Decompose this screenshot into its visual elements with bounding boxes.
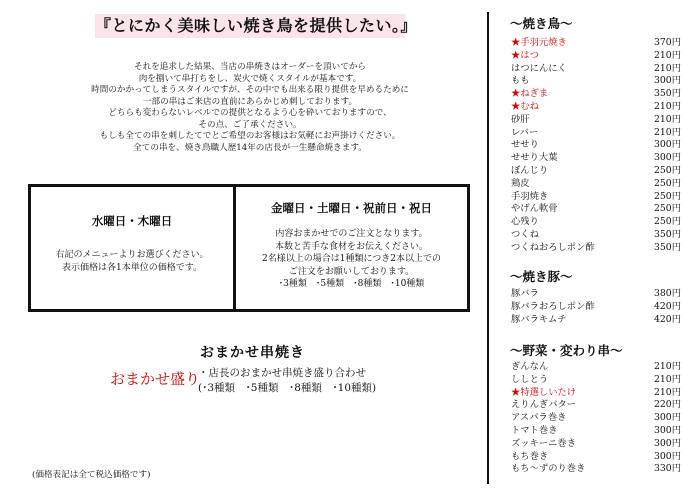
- menu-item-label: [511, 242, 595, 255]
- menu-item-price: 300円: [653, 450, 681, 462]
- menu-item: [511, 203, 681, 216]
- menu-item-label: [511, 387, 576, 400]
- menu-item-name: つくねおろしポン酢: [511, 241, 595, 253]
- pork-list: [511, 288, 681, 326]
- menu-item-name: 心残り: [511, 216, 539, 228]
- menu-item-price: 210円: [653, 49, 681, 61]
- intro-line: 肉を捌いて串打ちをし、炭火で焼くスタイルが基本です。: [138, 73, 362, 84]
- menu-item: [511, 314, 681, 327]
- menu-item-name: もち～ずのり巻き: [511, 463, 586, 475]
- menu-item-name: はつにんにく: [511, 62, 567, 74]
- menu-item: [511, 178, 681, 191]
- menu-item-price: 210円: [653, 361, 681, 372]
- menu-item-label: [511, 63, 567, 76]
- weekend-line: 本数と苦手な食材をお伝えください。: [274, 241, 428, 252]
- menu-item: [511, 165, 681, 178]
- menu-item-label: [511, 152, 558, 165]
- menu-item: [511, 229, 681, 242]
- menu-item-price: 300円: [653, 75, 681, 87]
- menu-item-price: 300円: [653, 424, 681, 436]
- menu-item: [511, 301, 681, 314]
- menu-item-name: 豚バラ: [511, 288, 539, 299]
- menu-item-label: [511, 101, 539, 114]
- menu-item: [511, 114, 681, 127]
- menu-item-price: 250円: [653, 177, 681, 189]
- intro-line: 時間のかかってしまうスタイルですが、その中でも出来る限り提供を早めるために: [91, 85, 409, 95]
- menu-item-price: 220円: [653, 399, 681, 411]
- menu-item-label: [511, 165, 548, 178]
- menu-item-label: [511, 203, 558, 216]
- menu-item: [511, 75, 681, 88]
- menu-item-label: [511, 75, 530, 88]
- star-icon: ★: [511, 88, 521, 100]
- menu-item-label: [511, 191, 548, 204]
- menu-item-name: もち巻き: [511, 450, 549, 462]
- menu-item-price: 210円: [653, 62, 681, 74]
- menu-item-price: 300円: [653, 412, 681, 424]
- menu-item-label: [511, 50, 539, 63]
- menu-item: [511, 425, 681, 438]
- weekday-line: 表示価格は各1本単位の価格です。: [61, 262, 202, 273]
- weekend-line: ご注文をお願いしております。: [288, 266, 415, 277]
- menu-item: [511, 50, 681, 63]
- weekend-line: 内容おまかせでのご注文となります。: [275, 229, 428, 239]
- menu-item-price: 330円: [653, 463, 681, 475]
- intro-line: 全ての串を、焼き鳥職人歴14年の店長が一生懸命焼きます。: [133, 142, 367, 153]
- menu-item-name: ぎんなん: [511, 361, 549, 372]
- menu-item-name: ねぎま: [520, 88, 549, 100]
- star-icon: ★: [511, 37, 521, 48]
- menu-item-name: 豚バラおろしポン酢: [511, 300, 595, 312]
- menu-item-name: もも: [511, 75, 530, 87]
- menu-item: [511, 438, 681, 451]
- menu-item-price: 380円: [653, 288, 681, 299]
- menu-item-price: 250円: [653, 164, 681, 176]
- menu-item: [511, 463, 681, 476]
- menu-item: [511, 127, 681, 140]
- menu-item-name: ぼんじり: [511, 164, 549, 176]
- menu-item-label: [511, 314, 567, 327]
- menu-item-price: 420円: [653, 300, 681, 312]
- menu-item-price: 210円: [653, 113, 681, 125]
- menu-item-price: 370円: [653, 37, 681, 48]
- menu-item-price: 250円: [653, 190, 681, 202]
- menu-item: [511, 101, 681, 114]
- menu-item-label: [511, 178, 530, 191]
- menu-item: [511, 216, 681, 229]
- menu-item-label: [511, 412, 566, 425]
- intro-line: 一部の串はご来店の直前にあらかじめ刺しております。: [142, 96, 358, 107]
- menu-item: [511, 37, 681, 50]
- price-note: (価格表記は全て税込価格です): [32, 470, 151, 480]
- weekend-line: 2名様以上の場合は1種類につき2本以上での: [262, 254, 441, 264]
- menu-item: [511, 387, 681, 400]
- omakase-desc: [198, 366, 376, 396]
- omakase-title: おまかせ串焼き: [200, 345, 305, 361]
- menu-item-label: [511, 229, 539, 242]
- menu-item-label: [511, 438, 576, 451]
- menu-item-price: 210円: [653, 126, 681, 138]
- veg-title: ～野菜・変わり串～: [510, 343, 623, 358]
- weekday-title: 水曜日・木曜日: [91, 214, 173, 228]
- menu-item-name: レバー: [511, 126, 539, 138]
- menu-item-name: はつ: [520, 49, 539, 61]
- menu-item-name: やげん軟骨: [511, 203, 558, 215]
- intro-line: もしも全ての串を刺したてでとご希望のお客様はお気軽にお声掛けください。: [99, 131, 401, 141]
- intro-line: その点、ご了承ください。: [198, 119, 302, 130]
- menu-item: [511, 361, 681, 374]
- weekday-body: [31, 249, 233, 274]
- pork-title: ～焼き豚～: [510, 269, 573, 284]
- weekend-title: 金曜日・土曜日・祝前日・祝日: [271, 201, 432, 215]
- menu-item: [511, 152, 681, 165]
- menu-item-label: [511, 399, 576, 412]
- omakase-desc-line: ・店長のおまかせ串焼き盛り合わせ: [198, 367, 366, 379]
- menu-item-price: 300円: [653, 152, 681, 164]
- menu-item-name: せせり: [511, 139, 539, 151]
- menu-item: [511, 139, 681, 152]
- menu-item-name: えりんぎバター: [511, 399, 577, 411]
- menu-item-price: 350円: [653, 88, 681, 100]
- menu-item-label: [511, 301, 595, 314]
- menu-item-label: [511, 425, 558, 438]
- menu-item-price: 350円: [653, 241, 681, 253]
- omakase-label: おまかせ盛り: [110, 370, 201, 388]
- menu-item: [511, 399, 681, 412]
- menu-item-price: 350円: [653, 228, 681, 240]
- menu-item: [511, 242, 681, 255]
- menu-item-label: [511, 127, 538, 140]
- menu-item-price: 210円: [653, 373, 681, 385]
- menu-item-name: 特選しいたけ: [520, 386, 577, 398]
- menu-item-price: 300円: [653, 437, 681, 449]
- yakitori-title: ～焼き鳥～: [510, 16, 573, 31]
- menu-item-name: 豚バラキムチ: [511, 313, 567, 325]
- intro-line: どちらも変わらないレベルでの提供となるよう心を砕いておりますので、: [108, 108, 392, 118]
- menu-item-name: 手羽焼き: [511, 190, 549, 202]
- menu-item-name: つくね: [511, 228, 539, 240]
- weekday-line: 右記のメニューよりお選びください。: [55, 250, 209, 260]
- menu-item-label: [511, 361, 548, 374]
- menu-item-name: せせり大葉: [511, 152, 558, 164]
- menu-item-label: [511, 37, 567, 50]
- menu-item-label: [511, 114, 530, 127]
- menu-item-price: 250円: [653, 203, 681, 215]
- menu-item: [511, 88, 681, 101]
- menu-item-name: ズッキーニ巻き: [511, 437, 576, 449]
- menu-item-name: 砂肝: [511, 113, 530, 125]
- intro-text: [90, 62, 410, 154]
- menu-item: [511, 63, 681, 76]
- menu-item-label: [511, 216, 539, 229]
- weekend-box: [233, 184, 470, 312]
- star-icon: ★: [511, 100, 521, 112]
- menu-item-name: ししとう: [511, 373, 549, 385]
- menu-item-label: [511, 374, 548, 387]
- menu-item-price: 250円: [653, 216, 681, 228]
- menu-item-name: 手羽元焼き: [520, 37, 567, 48]
- omakase-desc-line: (･3種類 ･5種類 ･8種類 ･10種類): [198, 382, 377, 394]
- divider: [487, 12, 489, 484]
- menu-item-label: [511, 463, 585, 476]
- menu-item-label: [511, 88, 548, 101]
- menu-item-name: 鶏皮: [511, 177, 530, 189]
- weekend-body: [236, 228, 467, 291]
- menu-item-name: むね: [520, 100, 539, 112]
- menu-item-label: [511, 139, 539, 152]
- menu-item-price: 300円: [653, 139, 681, 151]
- weekday-box: [28, 184, 236, 312]
- menu-item-label: [511, 288, 539, 301]
- menu-item: [511, 451, 681, 464]
- menu-item: [511, 412, 681, 425]
- menu-item-price: 210円: [653, 100, 681, 112]
- menu-item-name: アスパラ巻き: [511, 412, 567, 424]
- veg-list: [511, 361, 681, 476]
- menu-item-price: 420円: [653, 313, 681, 325]
- headline: 『とにかく美味しい焼き鳥を提供したい。』: [95, 14, 405, 38]
- menu-item: [511, 374, 681, 387]
- weekend-line: ･3種類 ･5種類 ･8種類 ･10種類: [278, 279, 425, 289]
- intro-line: それを追求した結果、当店の串焼きはオーダーを頂いてから: [133, 62, 367, 72]
- menu-item: [511, 288, 681, 301]
- star-icon: ★: [511, 49, 521, 61]
- menu-item-name: トマト巻き: [511, 424, 558, 436]
- menu-item-label: [511, 451, 548, 464]
- yakitori-list: [511, 37, 681, 255]
- menu-item-price: 210円: [653, 386, 681, 398]
- star-icon: ★: [511, 386, 521, 398]
- menu-item: [511, 191, 681, 204]
